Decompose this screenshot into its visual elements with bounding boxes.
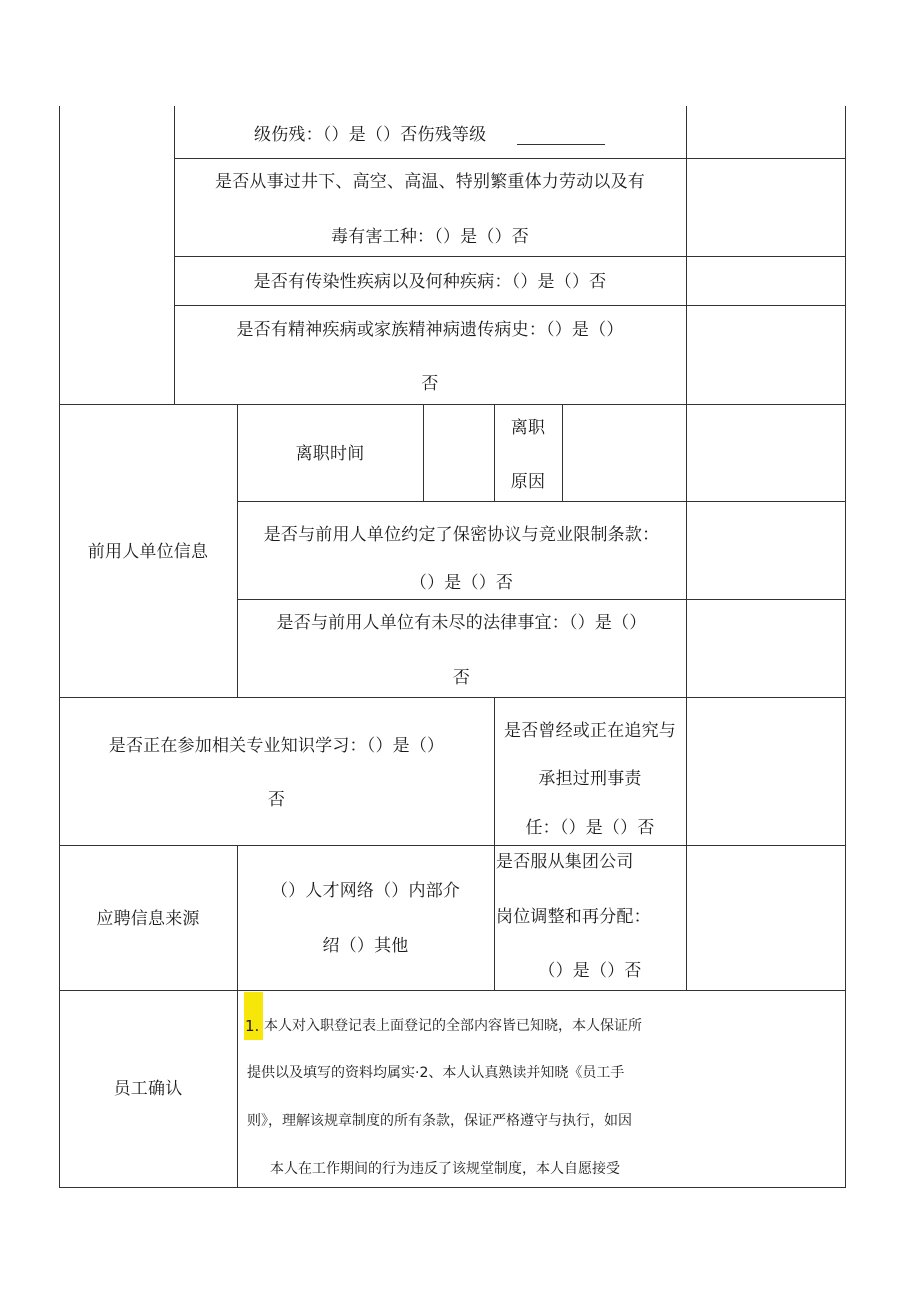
confirm-text-line4: 本人在工作期间的行为违反了该规堂制度，本人自愿接受 xyxy=(270,1161,620,1177)
col-line-a xyxy=(174,106,175,404)
confidential-text-line1: 是否与前用人单位约定了保密协议与竞业限制条款： xyxy=(263,525,660,545)
disability-level-blank[interactable] xyxy=(517,144,605,145)
leave-time-field[interactable] xyxy=(423,443,494,465)
leave-time-label: 离职时间 xyxy=(295,444,365,464)
col-line-b xyxy=(686,106,687,697)
leave-reason-label-line2: 原因 xyxy=(510,472,546,492)
source-options-line1: （）人才网络（）内部介 xyxy=(270,881,461,901)
table-border-left xyxy=(59,106,60,1188)
leave-reason-label-line1: 离职 xyxy=(510,418,546,438)
row-line-5 xyxy=(237,501,846,502)
mental-text-line1: 是否有精神疾病或家族精神病遗传病史：（）是（） xyxy=(236,320,624,340)
hazard-text-line1: 是否从事过井下、高空、高温、特别繁重体力劳动以及有 xyxy=(215,172,645,192)
hazard-text-line2: 毒有害工种：（）是（）否 xyxy=(331,227,529,247)
legal-text-line2: 否 xyxy=(452,668,471,688)
row-line-8 xyxy=(59,845,846,846)
row-line-1 xyxy=(174,158,846,159)
row-line-10 xyxy=(59,1187,846,1188)
former-employer-label: 前用人单位信息 xyxy=(87,542,209,562)
row-line-4 xyxy=(59,404,846,405)
col-line-h xyxy=(686,697,687,990)
row-line-3 xyxy=(174,305,846,306)
row-line-7 xyxy=(59,697,846,698)
criminal-text-line1: 是否曾经或正在追究与 xyxy=(504,721,676,741)
legal-text-line1: 是否与前用人单位有未尽的法律事宜：（）是（） xyxy=(276,613,647,633)
confirm-text-line2: 提供以及填写的资料均属实·2、本人认真熟读并知晓《员工手 xyxy=(247,1065,625,1081)
criminal-text-line2: 承担过刑事责 xyxy=(538,769,642,789)
criminal-text-line3: 任：（）是（）否 xyxy=(525,818,655,838)
row-line-2 xyxy=(174,256,846,257)
infectious-text: 是否有传染性疾病以及何种疾病：（）是（）否 xyxy=(253,272,607,292)
confidential-text-line2: （）是（）否 xyxy=(409,573,514,593)
row-line-9 xyxy=(59,990,846,991)
source-options-line2: 绍（）其他 xyxy=(322,936,409,956)
study-text-line1: 是否正在参加相关专业知识学习：（）是（） xyxy=(108,736,445,756)
confirm-item-number: 1. xyxy=(245,1017,260,1035)
obey-text-line1: 是否服从集团公司 xyxy=(496,852,634,872)
mental-text-line2: 否 xyxy=(421,374,439,394)
row-line-6 xyxy=(237,599,846,600)
confirm-text-line3: 则》，理解该规章制度的所有条款，保证严格遵守与执行，如因 xyxy=(247,1113,632,1129)
source-label: 应聘信息来源 xyxy=(96,909,200,929)
study-text-line2: 否 xyxy=(267,790,286,810)
obey-text-line3: （）是（）否 xyxy=(538,961,642,981)
col-line-f xyxy=(562,404,563,501)
obey-text-line2: 岗位调整和再分配： xyxy=(496,907,651,927)
disability-text: 级伤残：（）是（）否伤残等级 xyxy=(254,125,487,145)
table-border-right xyxy=(845,106,846,1188)
confirm-label: 员工确认 xyxy=(113,1079,183,1099)
confirm-text-line1: 本人对入职登记表上面登记的全部内容皆已知晓，本人保证所 xyxy=(264,1018,642,1034)
